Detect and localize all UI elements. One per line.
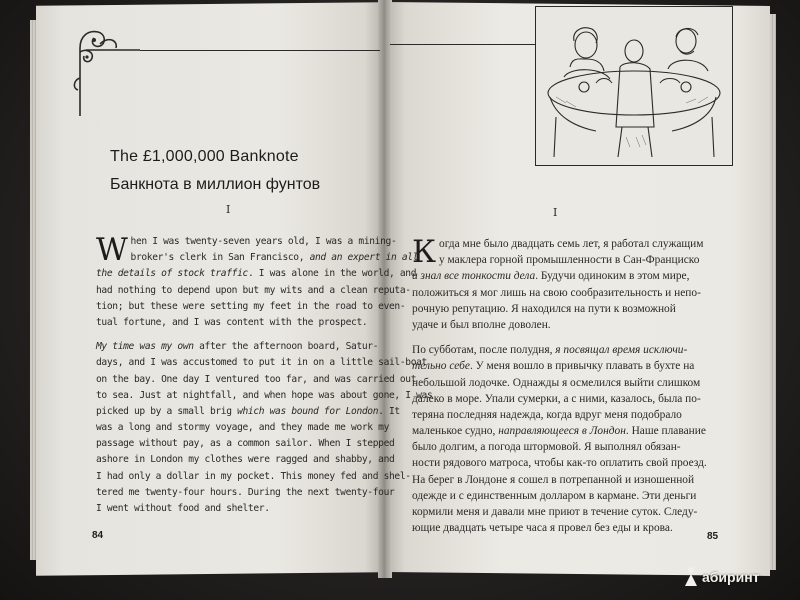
italic-phrase: the details of stock traffic [96,268,248,280]
text-line: tual fortune, and I was content with the prospect. [96,316,368,328]
text-line: Когда мне было двадцать семь лет, я работал служащим [412,234,704,270]
text-line: had nothing to depend upon but my wits and a clean reputa- [96,284,411,296]
italic-phrase: тельно себе [412,360,470,373]
text-line: теряна последняя надежда, когда вдруг меня подобрало [412,408,682,421]
text-line: tion; but these were setting my feet in the road to even- [96,300,406,312]
watermark-text: абиринт [702,569,760,585]
header-rule-right [390,44,535,45]
text-line: На берег в Лондоне я сошел в потрепанной и изношенной [412,473,695,486]
text-line: кормили меня и давали мне приют в течение суток. Следу- [412,506,698,518]
header-rule-left [140,50,380,51]
text-line: broker's clerk in San Francisco, and an expert in all [130,252,419,264]
text-line: По субботам, после полудня, я посвящал время исключи- [412,344,688,357]
chapter-title-russian: Банкнота в миллион фунтов [110,176,321,193]
italic-phrase: я посвящал время исключи- [555,344,688,357]
english-text [96,234,432,517]
russian-text [412,236,707,536]
text-line: My time was my own after the afternoon board, Satur- [96,341,379,353]
text-line: далеко в море. Упали сумерки, а с ними, казалось, была по- [412,392,701,405]
text-line: on the bay. One day I ventured too far, and was carried out [96,373,417,385]
text-line: ashore in London my clothes were ragged and shabby, and [96,454,395,466]
text-line: небольшой лодочке. Однажды я осмелился выйти слишком [412,376,701,389]
chapter-title-english: The £1,000,000 Banknote [110,148,299,165]
chapter-number-left: I [226,203,231,216]
text-line: the details of stock traffic. I was alone in the world, and [96,268,417,280]
text-line: было долгим, а погода штормовой. Я выполнял обязан- [412,441,681,454]
labirint-figure-icon [682,566,700,588]
text-line: tered me twenty-four hours. During the next twenty-four [96,486,395,498]
text-line: у маклера горной промышленности в Сан-Франциско [439,254,700,267]
text-line: When I was twenty-seven years old, I was a mining- [96,232,397,268]
text-line: ности рядового матроса, чтобы как-то оплатить свой проезд. [412,457,707,470]
watermark [682,566,760,588]
text-line: рочную репутацию. Я находился на пути к возможной [412,302,676,315]
paragraph-gap [96,331,432,339]
text-line: ющие двадцать четыре часа я провел без еды и крова. [412,522,673,535]
text-line: и знал все тонкости дела. Будучи одиноким в этом мире, [412,270,690,283]
text-line: picked up by a small brig which was bound for London. It [96,405,400,417]
text-line: положиться я мог лишь на свою сообразительность и непо- [412,286,701,299]
italic-phrase: и знал все тонкости дела [412,270,536,283]
paragraph-gap [412,333,707,342]
corner-ornament-icon [70,18,140,118]
italic-phrase: направляющееся в Лондон [498,425,626,438]
dinner-illustration [535,6,733,166]
italic-phrase: and an expert in all [309,252,419,264]
text-line: I went without food and shelter. [96,503,270,514]
chapter-number-right: I [553,206,558,219]
text-line: одежде и с единственным долларом в кармане. Эти деньги [412,489,697,502]
text-line: удаче и был вполне доволен. [412,318,551,331]
text-line: days, and I was accustomed to put it in on a little sail-boat [96,357,427,369]
drop-cap: К [412,234,436,270]
italic-phrase: which was bound for London [237,405,379,417]
text-line: to sea. Just at nightfall, and when hope was about gone, I was [96,389,433,401]
text-line: passage without pay, as a common sailor. When I stepped [96,438,395,450]
text-line: was a long and stormy voyage, and they made me work my [96,422,390,434]
text-line: маленькое судно, направляющееся в Лондон. Наше плавание [412,425,706,438]
page-number-right: 85 [707,531,719,542]
page-number-left: 84 [92,530,104,541]
text-line: тельно себе. У меня вошло в привычку плавать в бухте на [412,360,695,373]
text-line: I had only a dollar in my pocket. This money fed and shel- [96,470,411,482]
italic-phrase: My time was my own [96,341,194,353]
drop-cap: W [96,232,128,268]
